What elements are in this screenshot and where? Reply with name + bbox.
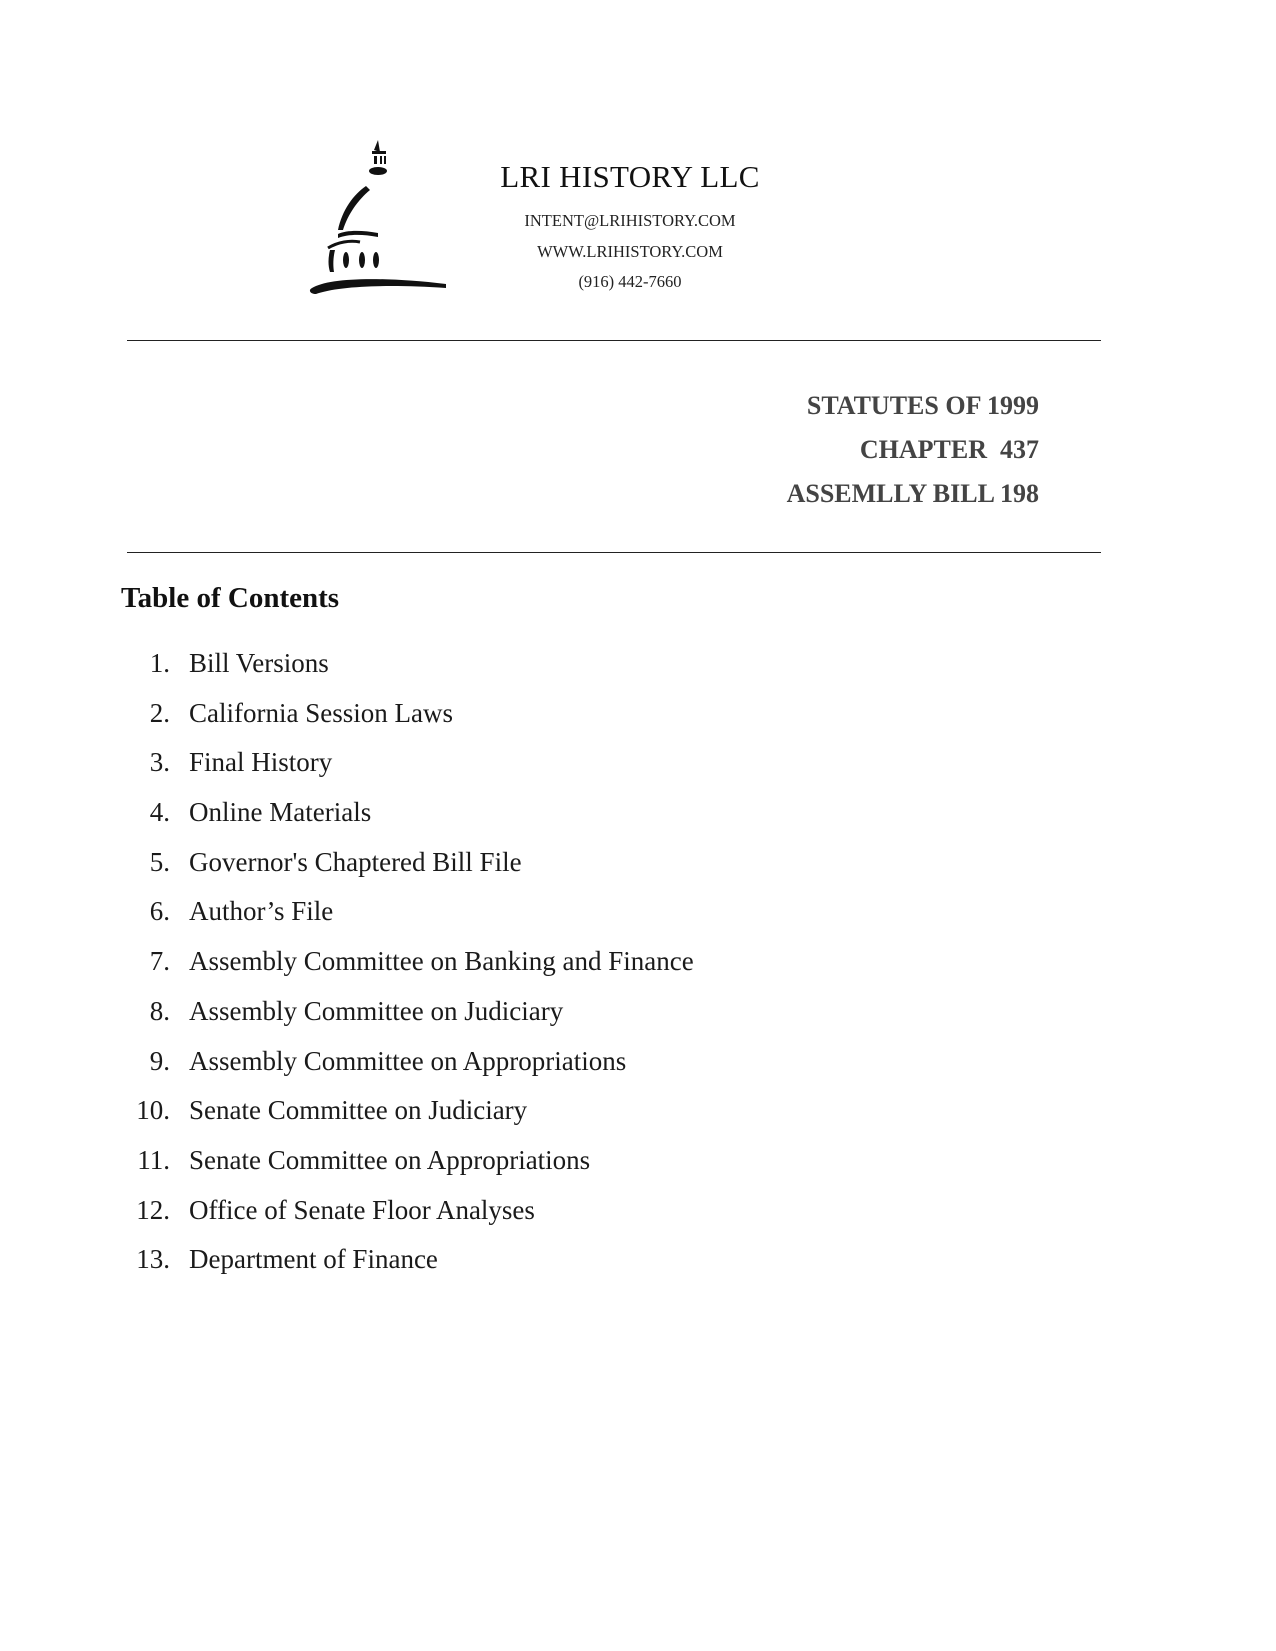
statute-block	[787, 384, 1039, 516]
toc-item[interactable]	[120, 946, 694, 996]
toc-item-number: 13.	[136, 1244, 170, 1275]
toc-item-label: California Session Laws	[189, 697, 453, 728]
toc-item-number: 5.	[149, 846, 170, 877]
toc-item[interactable]	[120, 1195, 694, 1245]
toc-item[interactable]	[120, 996, 694, 1046]
company-block	[440, 158, 820, 291]
toc-item[interactable]	[120, 896, 694, 946]
statute-bill: ASSEMLLY BILL 198	[786, 479, 1039, 508]
company-phone: (916) 442-7660	[578, 272, 682, 292]
toc-item-number: 4.	[149, 797, 170, 828]
toc-item[interactable]	[120, 1095, 694, 1145]
toc-item-number: 9.	[149, 1045, 170, 1076]
toc-item[interactable]	[120, 847, 694, 897]
company-name: LRI HISTORY LLC	[500, 159, 760, 194]
toc-item-number: 2.	[149, 697, 170, 728]
toc-item-number: 3.	[149, 747, 170, 778]
toc-item-label: Assembly Committee on Banking and Finance	[189, 946, 694, 977]
toc-item-label: Assembly Committee on Judiciary	[189, 995, 564, 1026]
statute-year: STATUTES OF 1999	[806, 391, 1039, 420]
toc-item-label: Bill Versions	[189, 648, 329, 678]
bottom-divider	[127, 552, 1101, 553]
company-email[interactable]: INTENT@LRIHISTORY.COM	[524, 211, 736, 231]
toc-item-number: 12.	[136, 1194, 170, 1225]
toc-item-number: 11.	[137, 1144, 170, 1175]
toc-item-label: Online Materials	[189, 797, 372, 828]
toc-item-number: 10.	[136, 1095, 170, 1126]
toc-item-label: Author’s File	[189, 896, 334, 927]
toc-item-label: Department of Finance	[189, 1244, 438, 1275]
toc-list	[120, 648, 694, 1294]
toc-item[interactable]	[120, 698, 694, 748]
toc-item-number: 1.	[149, 648, 170, 678]
toc-item[interactable]	[120, 648, 694, 698]
toc-item-label: Senate Committee on Judiciary	[189, 1095, 528, 1126]
top-divider	[127, 340, 1101, 341]
toc-item-number: 7.	[149, 946, 170, 977]
toc-item-number: 6.	[149, 896, 170, 927]
toc-item[interactable]	[120, 1046, 694, 1096]
toc-item-label: Governor's Chaptered Bill File	[189, 846, 522, 877]
toc-title: Table of Contents	[121, 582, 340, 614]
toc-item-label: Final History	[189, 747, 333, 778]
toc-item-label: Senate Committee on Appropriations	[189, 1144, 591, 1175]
toc-item[interactable]	[120, 797, 694, 847]
company-website[interactable]: WWW.LRIHISTORY.COM	[537, 241, 723, 261]
toc-item[interactable]	[120, 1145, 694, 1195]
toc-item-label: Office of Senate Floor Analyses	[189, 1194, 535, 1225]
statute-chapter: CHAPTER 437	[859, 435, 1039, 464]
toc-item[interactable]	[120, 747, 694, 797]
toc-item-number: 8.	[149, 995, 170, 1026]
capitol-dome-icon	[308, 138, 450, 294]
toc-item-label: Assembly Committee on Appropriations	[189, 1045, 627, 1076]
letterhead	[0, 0, 1276, 320]
toc-item[interactable]	[120, 1244, 694, 1294]
